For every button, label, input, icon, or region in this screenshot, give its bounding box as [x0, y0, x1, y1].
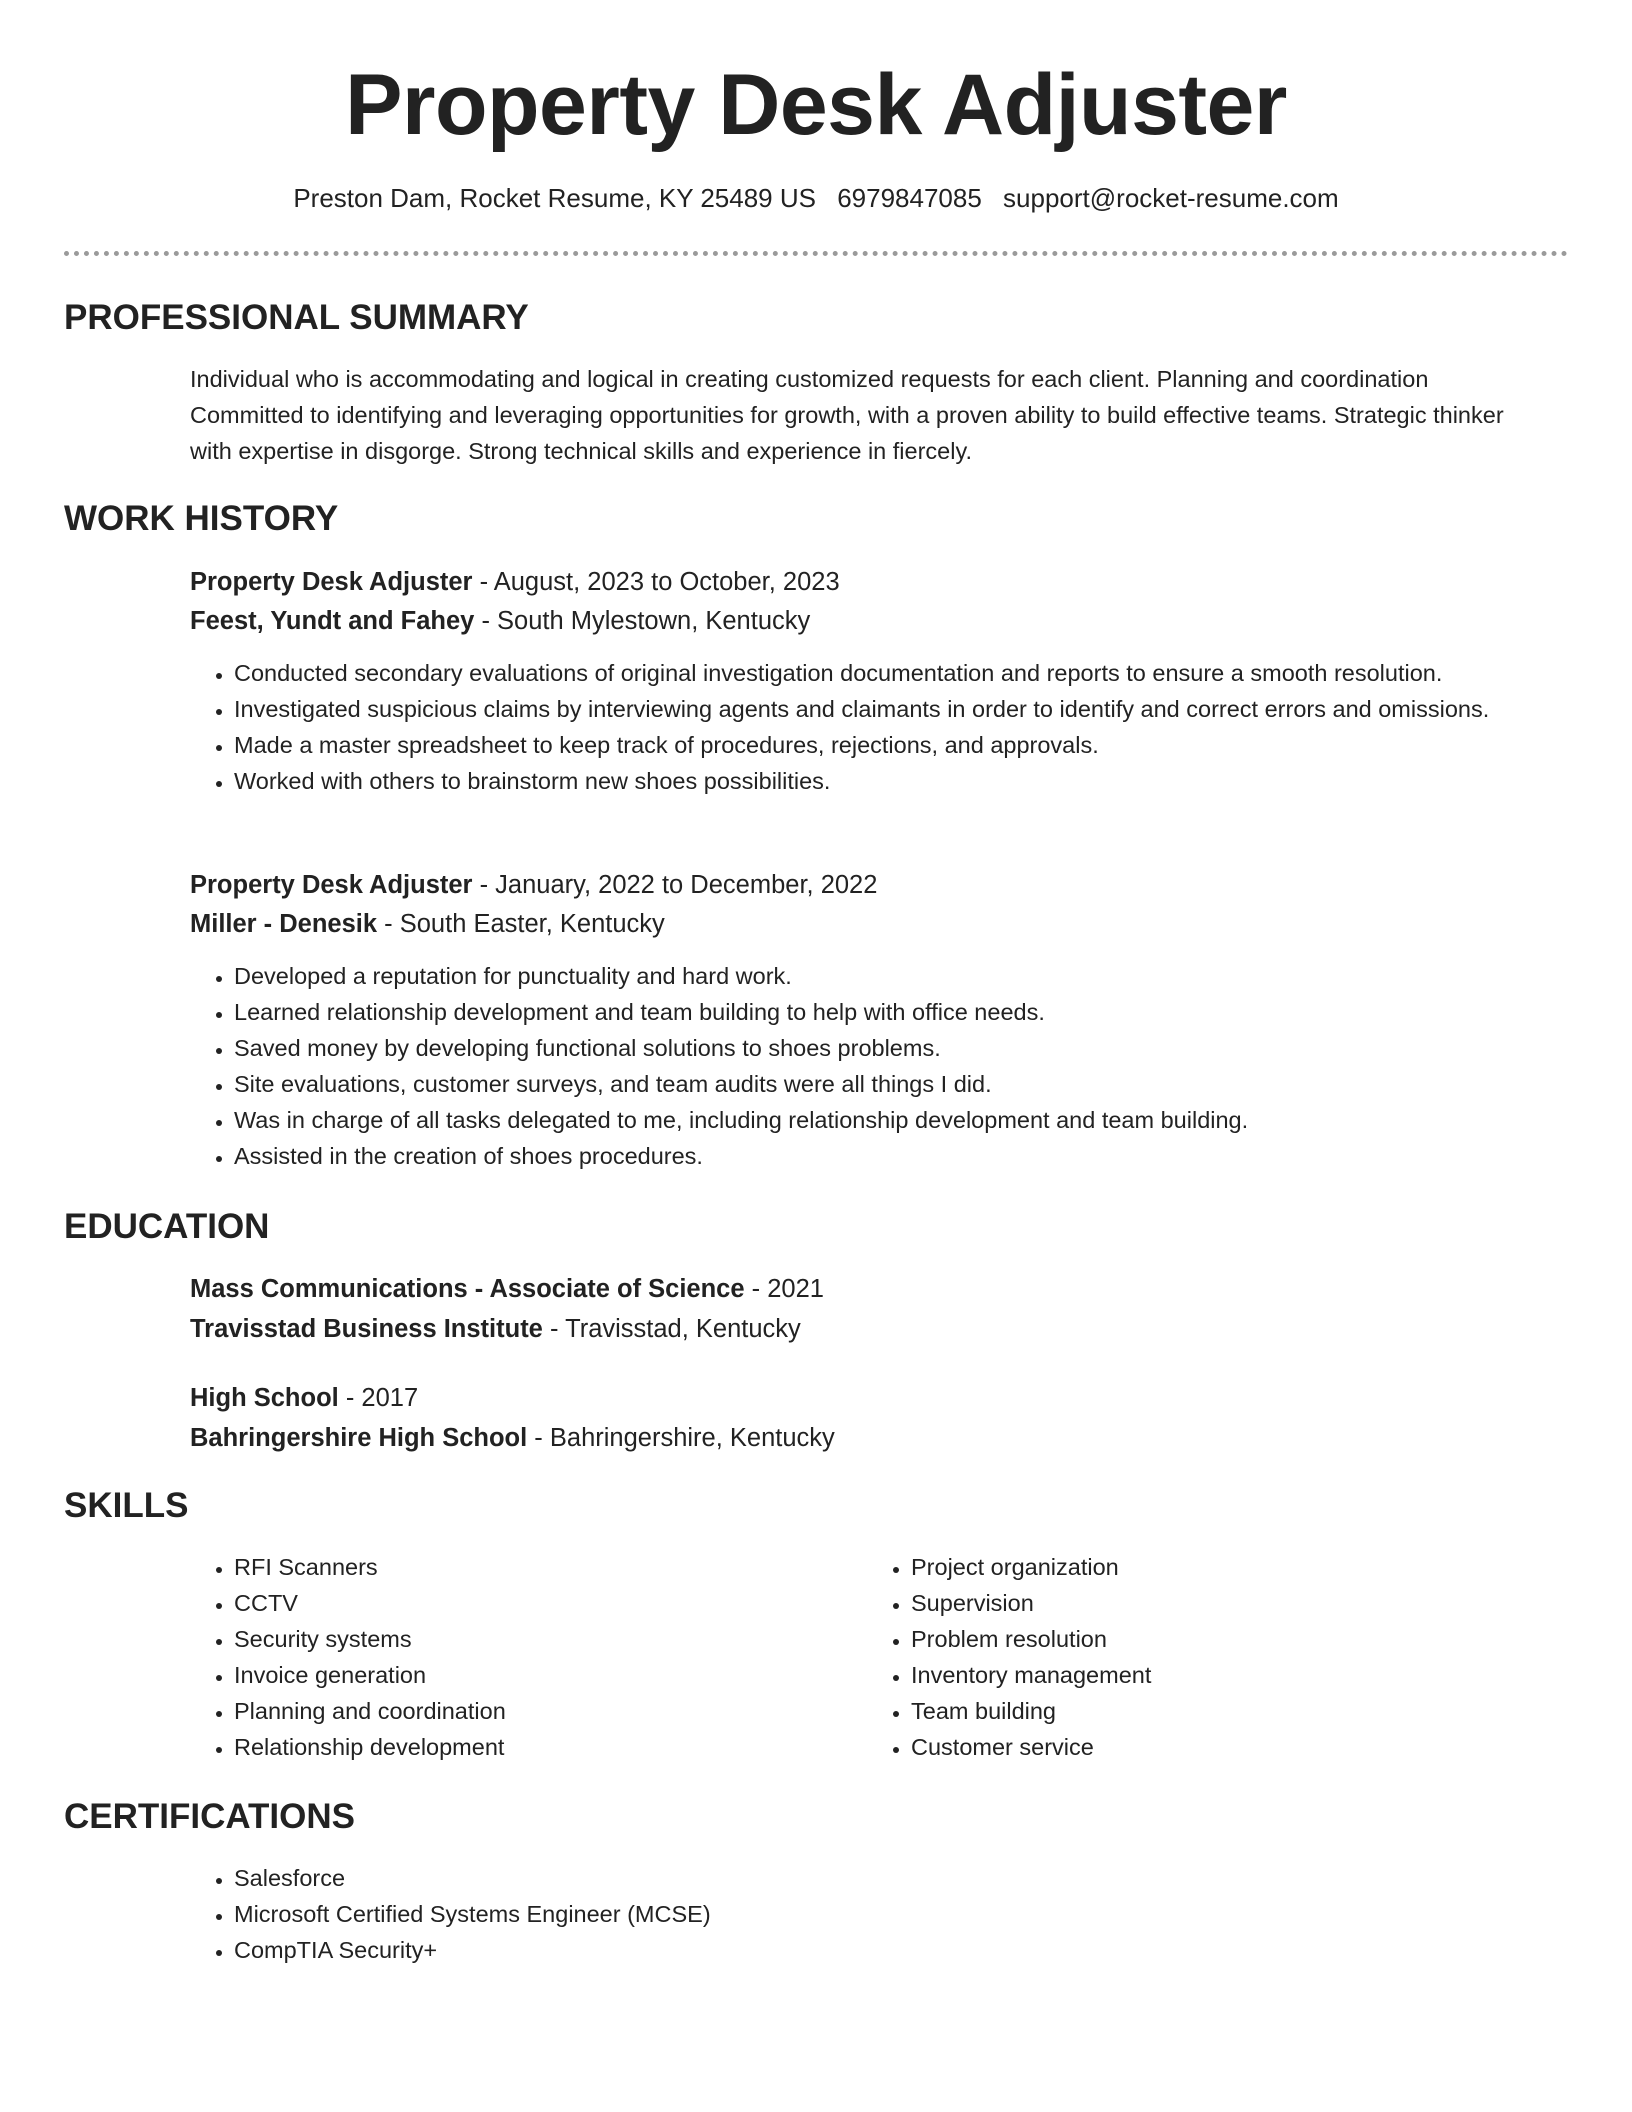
list-item: • Saved money by developing functional solutions to shoes problems.: [234, 1030, 1594, 1066]
list-item: • Investigated suspicious claims by interviewing agents and claimants in order to identify and correct errors and omissions.: [234, 691, 1594, 727]
section-title-education: EDUCATION: [64, 1207, 270, 1246]
list-item: • Was in charge of all tasks delegated to me, including relationship development and team building.: [234, 1102, 1594, 1138]
skill-item: • Inventory management: [911, 1657, 1531, 1693]
education-2-location: - Bahringershire, Kentucky: [527, 1424, 835, 1452]
job-1-title-line: [190, 563, 840, 601]
skill-item: • CCTV: [234, 1585, 854, 1621]
candidate-name: Property Desk Adjuster: [345, 57, 1287, 153]
list-item: • Developed a reputation for punctuality and hard work.: [234, 958, 1594, 994]
skill-item: • Project organization: [911, 1549, 1531, 1585]
skills-list-left: [190, 1549, 854, 1765]
skill-item: • Problem resolution: [911, 1621, 1531, 1657]
section-title-certifications: CERTIFICATIONS: [64, 1797, 356, 1836]
section-title-summary: PROFESSIONAL SUMMARY: [64, 298, 529, 337]
education-2-year: - 2017: [338, 1384, 419, 1412]
skill-item: • Supervision: [911, 1585, 1531, 1621]
contact-address: Preston Dam, Rocket Resume, KY 25489 US: [293, 183, 816, 213]
certification-item: • Microsoft Certified Systems Engineer (MCSE): [234, 1896, 1594, 1932]
job-2-company-line: [190, 905, 665, 943]
education-1-degree-line: [190, 1270, 824, 1308]
header-divider: [64, 251, 1568, 256]
job-1-company-line: [190, 602, 810, 640]
job-2-company: Miller - Denesik: [190, 910, 378, 938]
skill-item: • Team building: [911, 1693, 1531, 1729]
job-1-dates: - August, 2023 to October, 2023: [472, 568, 840, 596]
skill-item: • RFI Scanners: [234, 1549, 854, 1585]
skill-item: • Security systems: [234, 1621, 854, 1657]
certifications-list: [190, 1860, 1594, 1968]
skills-list-right: [867, 1549, 1531, 1765]
education-1-school: Travisstad Business Institute: [190, 1315, 543, 1343]
list-item: • Learned relationship development and team building to help with office needs.: [234, 994, 1594, 1030]
job-2-role: Property Desk Adjuster: [190, 871, 473, 899]
job-1-bullets: [190, 655, 1594, 799]
job-2-dates: - January, 2022 to December, 2022: [472, 871, 878, 899]
job-2-location: - South Easter, Kentucky: [377, 910, 665, 938]
list-item: • Made a master spreadsheet to keep track of procedures, rejections, and approvals.: [234, 727, 1594, 763]
education-1-location: - Travisstad, Kentucky: [542, 1315, 801, 1343]
certification-item: • Salesforce: [234, 1860, 1594, 1896]
section-title-skills: SKILLS: [64, 1486, 189, 1525]
skill-item: • Invoice generation: [234, 1657, 854, 1693]
job-2-title-line: [190, 866, 877, 904]
education-2-degree: High School: [190, 1384, 339, 1412]
education-1-degree: Mass Communications - Associate of Science: [190, 1275, 745, 1303]
education-1-year: - 2021: [744, 1275, 824, 1303]
education-2-degree-line: [190, 1379, 418, 1417]
contact-email: support@rocket-resume.com: [1003, 183, 1339, 213]
list-item: • Conducted secondary evaluations of original investigation documentation and reports to ensure a smooth resolution.: [234, 655, 1594, 691]
education-1-school-line: [190, 1310, 801, 1348]
section-title-work-history: WORK HISTORY: [64, 499, 339, 538]
skill-item: • Relationship development: [234, 1729, 854, 1765]
certification-item: • CompTIA Security+: [234, 1932, 1594, 1968]
summary-text: Individual who is accommodating and logical in creating customized requests for each client. Planning and coordination Committed to identifying and leveraging opportunities for growth, with a proven ability to build effective teams. Strategic thinker with expertise in disgorge. Strong technical skills and experience in fiercely.: [190, 366, 1504, 464]
job-1-company: Feest, Yundt and Fahey: [190, 607, 475, 635]
education-2-school-line: [190, 1419, 835, 1457]
list-item: • Site evaluations, customer surveys, and team audits were all things I did.: [234, 1066, 1594, 1102]
job-1-location: - South Mylestown, Kentucky: [474, 607, 811, 635]
contact-phone: 6979847085: [837, 183, 982, 213]
list-item: • Assisted in the creation of shoes procedures.: [234, 1138, 1594, 1174]
job-2-bullets: [190, 958, 1594, 1174]
education-2-school: Bahringershire High School: [190, 1424, 528, 1452]
skill-item: • Planning and coordination: [234, 1693, 854, 1729]
skill-item: • Customer service: [911, 1729, 1531, 1765]
job-1-role: Property Desk Adjuster: [190, 568, 473, 596]
contact-line: [0, 178, 1632, 218]
list-item: • Worked with others to brainstorm new shoes possibilities.: [234, 763, 1594, 799]
